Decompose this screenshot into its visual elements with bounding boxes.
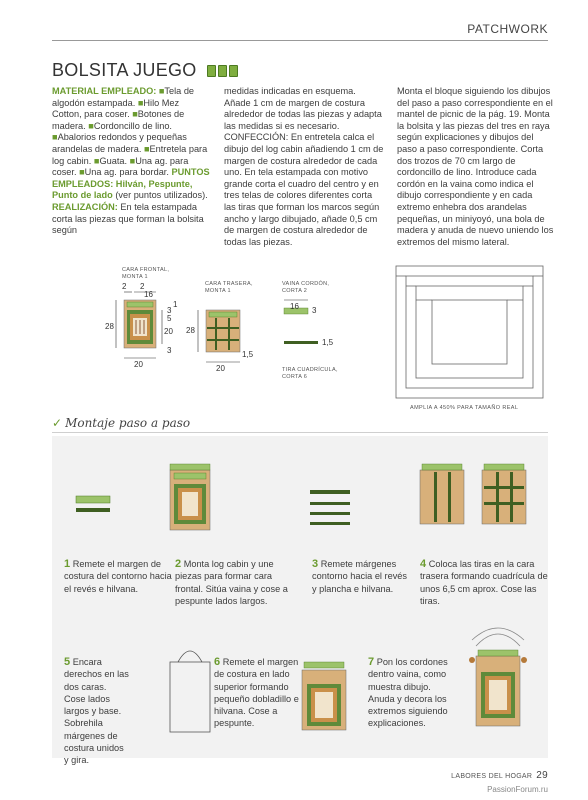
step-7-text: Pon los cordones dentro vaina, como muestra dibujo. Anuda y decora los extremos siguiendo explicaciones.	[368, 657, 448, 729]
step-1-number: 1	[64, 558, 71, 570]
material-1: Tela de algodón estampada.	[52, 86, 195, 108]
magazine-name: LABORES DEL HOGAR	[451, 773, 533, 780]
dim-20b: 20	[134, 360, 143, 369]
dim-2b: 2	[140, 282, 145, 291]
check-icon: ✓	[52, 416, 63, 430]
step-5-text: Encara derechos en las dos caras. Cose lados largos y base. Sobrehila márgenes de costura unidos y gira.	[64, 657, 129, 766]
material-9: Una ag. para bordar.	[84, 167, 169, 178]
stitches-text: (ver puntos utilizados).	[115, 190, 208, 201]
step-7-number: 7	[368, 656, 375, 668]
label-tira: TIRA CUADRÍCULA, CORTA 6	[282, 367, 338, 380]
step-1-text: Remete el margen de costura del contorno hacia el revés e hilvana.	[64, 559, 172, 594]
spools-icon	[207, 65, 238, 77]
material-6: Entretela para log cabin.	[52, 143, 208, 166]
log-cabin-template	[392, 262, 547, 402]
label-cara-trasera: CARA TRASERA, MONTA 1	[205, 281, 253, 294]
step-3	[312, 558, 412, 595]
step-6-number: 6	[214, 656, 221, 668]
materials-heading: MATERIAL EMPLEADO:	[52, 86, 157, 96]
step-5-number: 5	[64, 656, 71, 668]
label-cara-frontal: CARA FRONTAL, MONTA 1	[122, 267, 170, 280]
text-column-2: medidas indicadas en esquema. Añade 1 cm de margen de costura alrededor de todas las piezas y adapta las medidas si es necesario. CONFECCIÓN: En entretela calca el dibujo del log cabin añadiendo 1 cm de margen de costura alrededor de cada uno. En tela estampada con motivo grande corta el cuadro del centro y en tres telas de colores diferentes corta las tiras que forman los marcos según ancho y largo dibujado, añade 0,5 cm de margen de costura alrededor de todas las piezas.	[224, 86, 384, 247]
step-4-number: 4	[420, 558, 427, 570]
text-column-3: Monta el bloque siguiendo los dibujos del paso a paso correspondiente en el mantel de picnic de la pág. 19. Monta la bolsita y las piezas del tres en raya según explicaciones y dibujos del paso a paso correspondiente. Corta dos trozos de 70 cm largo de cordoncillo de lino. Introduce cada cordón en la vaina como indica el dibujo correspondiente y en cada extremo enhebra dos arandelas pequeñas, un miniyoyó, una bola de madera y anuda de nuevo uniendo los extremos del mismo lateral.	[397, 86, 554, 247]
page-number: 29	[536, 770, 548, 781]
dim-3c: 3	[312, 306, 317, 315]
material-3: Botones de madera.	[52, 109, 185, 131]
step-2-text: Monta log cabin y une piezas para formar cara frontal. Sitúa vaina y cose a pespunte lados largos.	[175, 559, 288, 606]
header-rule	[52, 40, 548, 41]
material-4: Cordoncillo de lino.	[93, 120, 172, 131]
page-title	[52, 60, 238, 81]
dim-3b: 3	[167, 346, 172, 355]
realization-text: En tela estampada corta las piezas que forman la bolsita según	[52, 201, 204, 236]
step-3-text: Remete márgenes contorno hacia el revés y plancha e hilvana.	[312, 559, 407, 594]
dim-5: 5	[167, 314, 172, 323]
montaje-heading	[52, 416, 190, 430]
dim-20a: 20	[164, 327, 173, 336]
title-text: BOLSITA JUEGO	[52, 60, 197, 80]
dim-3a: 3	[167, 306, 172, 315]
stitches-heading: PUNTOS EMPLEADOS: Hilván, Pespunte, Punto de lado	[52, 167, 210, 201]
material-8: Una ag. para coser.	[52, 155, 189, 178]
step-7	[368, 656, 452, 730]
step-4	[420, 558, 548, 607]
dim-2a: 2	[122, 282, 127, 291]
watermark: PassionForum.ru	[487, 785, 548, 794]
dim-15a: 1,5	[242, 350, 254, 359]
page-footer	[451, 770, 548, 781]
dim-28b: 28	[186, 326, 195, 335]
dim-1: 1	[173, 300, 178, 309]
material-5: Abalorios redondos y pequeñas arandelas de madera.	[52, 132, 187, 154]
pattern-drawing	[90, 262, 360, 392]
dim-16b: 16	[290, 302, 299, 311]
enlarge-note: AMPLIA A 450% PARA TAMAÑO REAL	[410, 405, 519, 411]
dim-16a: 16	[144, 290, 153, 299]
dim-15b: 1,5	[322, 338, 334, 347]
montaje-title: Montaje paso a paso	[65, 416, 191, 430]
material-7: Guata.	[99, 155, 128, 166]
montaje-rule	[52, 432, 548, 433]
pattern-diagram	[90, 262, 360, 392]
step-3-number: 3	[312, 558, 319, 570]
dim-20c: 20	[216, 364, 225, 373]
step-6-text: Remete el margen de costura en lado superior formando pequeño dobladillo e hilvana. Cose a pespunte.	[214, 657, 299, 729]
section-label: PATCHWORK	[467, 22, 548, 36]
step-4-text: Coloca las tiras en la cara trasera formando cuadrícula de unos 6,5 cm aprox. Cose las tiras.	[420, 559, 548, 606]
text-column-1: MATERIAL EMPLEADO: ■Tela de algodón estampada. ■Hilo Mez Cotton, para coser. ■Botones de madera. ■Cordoncillo de lino. ■Abalorios redondos y pequeñas arandelas de madera. ■Entretela para log cabin. ■Guata. ■Una ag. para coser. ■Una ag. para bordar. PUNTOS EMPLEADOS: Hilván, Pespunte, Punto de lado (ver puntos utilizados). REALIZACIÓN: En tela estampada corta las piezas que forman la bolsita según	[52, 86, 210, 236]
realization-heading: REALIZACIÓN:	[52, 201, 118, 212]
label-vaina: VAINA CORDÓN, CORTA 2	[282, 281, 330, 294]
step-6	[214, 656, 302, 730]
step-2-number: 2	[175, 558, 182, 570]
material-2: Hilo Mez Cotton, para coser.	[52, 97, 180, 120]
step-1	[64, 558, 174, 595]
step-2	[175, 558, 293, 607]
dim-28a: 28	[105, 322, 114, 331]
step-5	[64, 656, 130, 767]
